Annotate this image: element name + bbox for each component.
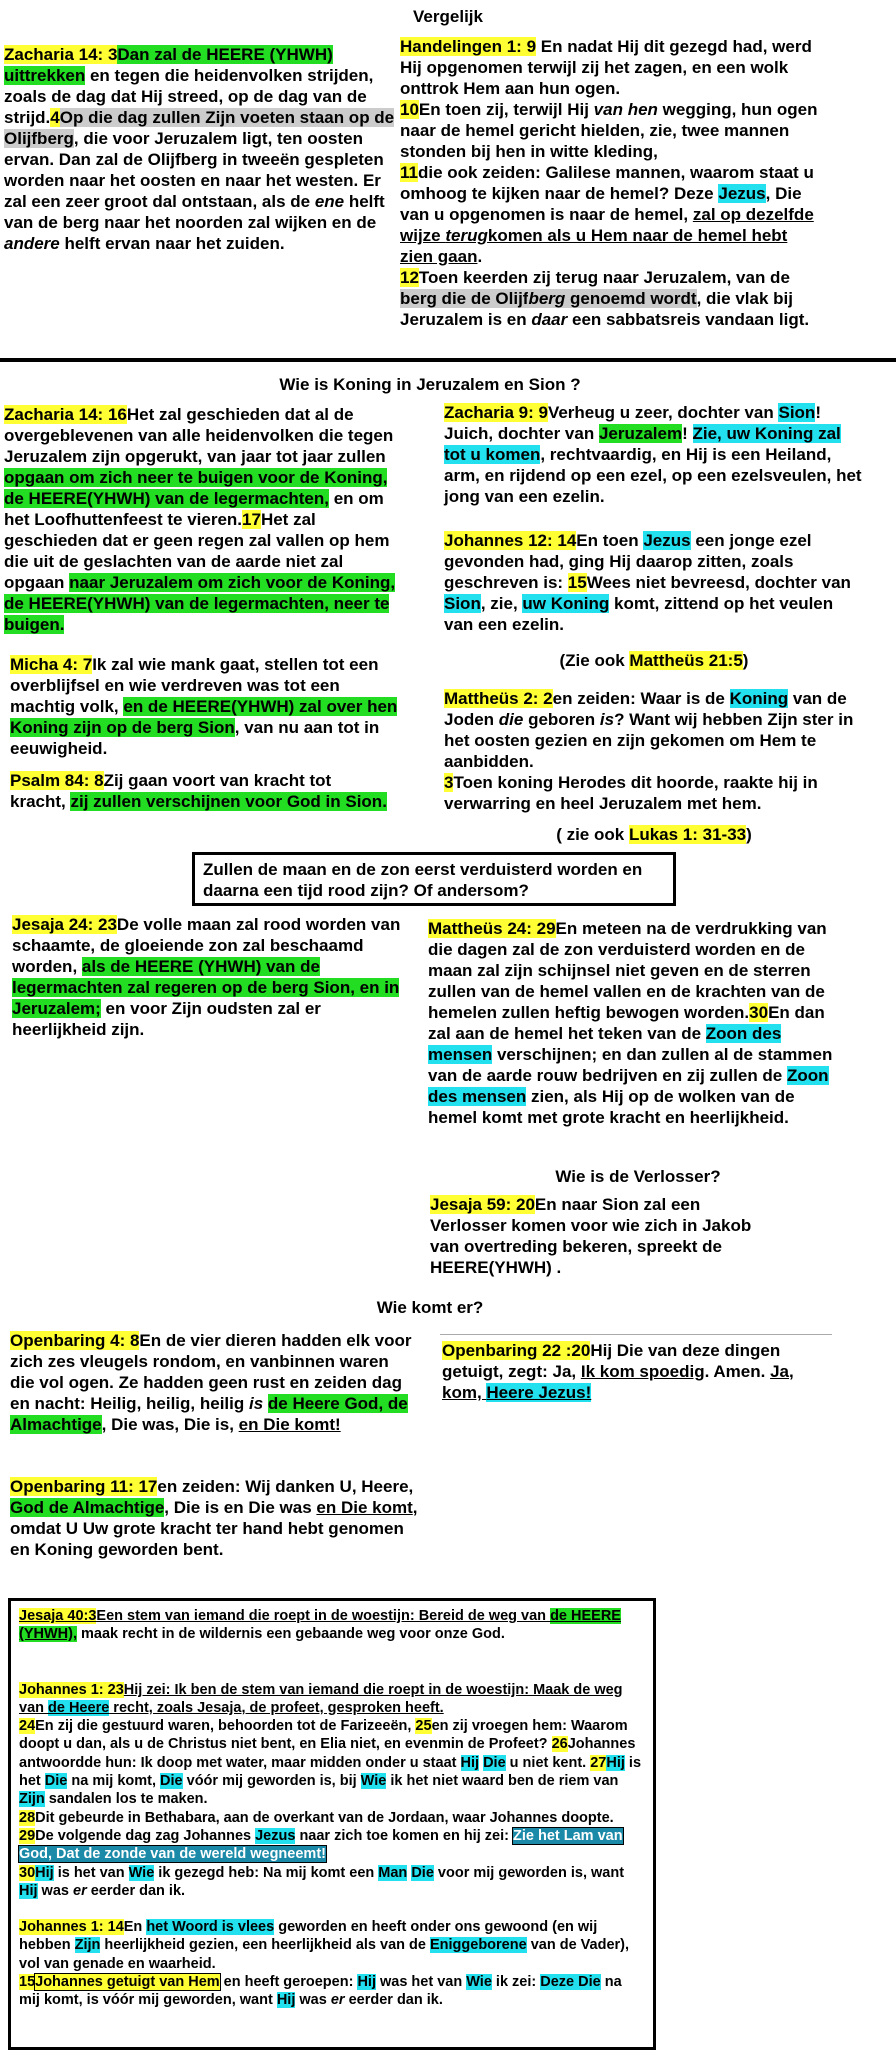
verse-ref: Zacharia 14: 3	[4, 45, 118, 64]
verse-ref: Psalm 84: 8	[10, 771, 104, 790]
verse-ref: Jesaja 59: 20	[430, 1195, 535, 1214]
verse-ref: Jesaja 40:3	[19, 1608, 97, 1624]
heading-koning: Wie is Koning in Jeruzalem en Sion ?	[279, 375, 581, 394]
mattheus-24-29: Mattheüs 24: 29En meteen na de verdrukking van die dagen zal de zon verduisterd worden en de maan zal zijn schijnsel niet geven en de sterren zullen van de hemel vallen en de krachten van de hemelen zullen heftig bewogen worden.30En dan zal aan de hemel het teken van de Zoon des mensen verschijnen; en dan zullen al de stammen van de aarde rouw bedrijven en zij zullen de Zoon des mensen zien, als Hij op de wolken van de hemel komt met grote kracht en heerlijkheid.	[428, 919, 833, 1127]
jesaja-24-23: Jesaja 24: 23De volle maan zal rood worden van schaamte, de gloeiende zon zal beschaamd worden, als de HEERE (YHWH) van de legermachten zal regeren op de berg Sion, en in Jeruzalem; en voor Zijn oudsten zal er heerlijkheid zijn.	[12, 915, 401, 1039]
zacharia-14-3: Zacharia 14: 3Dan zal de HEERE (YHWH) uittrekken en tegen die heidenvolken strijden, zoals de dag dat Hij streed, op de dag van de strijd.4Op die dag zullen Zijn voeten staan op de Olijfberg, die voor Jeruzalem ligt, ten oosten ervan. Dan zal de Olijfberg in tweeën gespleten worden naar het oosten en naar het westen. Er zal een zeer groot dal ontstaan, als de ene helft van de berg naar het noorden zal wijken en de andere helft ervan naar het zuiden.	[4, 45, 395, 253]
openbaring-22-20: Openbaring 22 :20Hij Die van deze dingen getuigt, zegt: Ja, Ik kom spoedig. Amen. Ja, kom, Heere Jezus!	[442, 1341, 794, 1402]
verse-ref: Johannes 1: 14	[19, 1919, 124, 1936]
zacharia-14-16: Zacharia 14: 16Het zal geschieden dat al de overgeblevenen van alle heidenvolken die tegen Jeruzalem zijn opgerukt, van jaar tot jaar zullen opgaan om zich neer te buigen voor de Koning, de HEERE(YHWH) van de legermachten, en om het Loofhuttenfeest te vieren.17Het zal geschieden dat er geen regen zal vallen op hem die uit de geslachten van de aarde niet zal opgaan naar Jeruzalem om zich voor de Koning, de HEERE(YHWH) van de legermachten, neer te buigen.	[4, 405, 396, 634]
verse-ref: Zacharia 9: 9	[444, 403, 548, 422]
verse-ref: Johannes 12: 14	[444, 531, 577, 550]
highlight: Dan zal de HEERE (YHWH) uittrekken	[4, 45, 333, 85]
heading-komt: Wie komt er?	[376, 1298, 484, 1317]
lamb-of-god-highlight: Zie het Lam van God, Dat de zonde van de wereld wegneemt!	[19, 1827, 623, 1863]
zie-ook-mattheus: (Zie ook Mattheüs 21:5)	[559, 651, 749, 670]
verse-ref: Johannes 1: 23	[19, 1681, 124, 1698]
verse-ref: Openbaring 11: 17	[10, 1477, 158, 1496]
jesaja-59-20: Jesaja 59: 20En naar Sion zal een Verlosser komen voor wie zich in Jakob van overtreding bekeren, spreekt de HEERE(YHWH) .	[430, 1195, 752, 1277]
heading-vergelijk: Vergelijk	[413, 7, 483, 26]
zacharia-9-9: Zacharia 9: 9Verheug u zeer, dochter van Sion! Juich, dochter van Jeruzalem! Zie, uw Koning zal tot u komen, rechtvaardig, en Hij is een Heiland, arm, en rijdend op een ezel, op een ezelsveulen, het jong van een ezelin.	[444, 403, 862, 506]
micha-4-7: Micha 4: 7Ik zal wie mank gaat, stellen tot een overblijfsel en wie verdreven was tot een machtig volk, en de HEERE(YHWH) zal over hen Koning zijn op de berg Sion, van nu aan tot in eeuwigheid.	[10, 655, 398, 758]
johannes-1-23: Johannes 1: 23Hij zei: Ik ben de stem van iemand die roept in de woestijn: Maak de weg van de Heere recht, zoals Jesaja, de profeet, gesproken heeft. 24En zij die gestuurd waren, behoorden tot de Farizeeën, 25en zij vroegen hem: Waarom doopt u dan, als u de Christus niet bent, en Elia niet, en evenmin de Profeet? 26Johannes antwoordde hun: Ik doop met water, maar midden onder u staat Hij Die u niet kent. 27Hij is het Die na mij komt, Die vóór mij geworden is, bij Wie ik het niet waard ben de riem van Zijn sandalen los te maken. 28Dit gebeurde in Bethabara, aan de overkant van de Jordaan, waar Johannes doopte. 29De volgende dag zag Johannes Jezus naar zich toe komen en hij zei: Zie het Lam van God, Dat de zonde van de wereld wegneemt! 30Hij is het van Wie ik gezegd heb: Na mij komt een Man Die voor mij geworden is, want Hij was er eerder dan ik.	[19, 1681, 642, 1899]
zie-ook-lukas: ( zie ook Lukas 1: 31-33)	[556, 825, 752, 844]
openbaring-4-8: Openbaring 4: 8En de vier dieren hadden elk voor zich zes vleugels rondom, en vanbinnen waren die vol ogen. Ze hadden geen rust en zeiden dag en nacht: Heilig, heilig, heilig is de Heere God, de Almachtige, Die was, Die is, en Die komt!	[10, 1331, 412, 1434]
verse-ref: Openbaring 4: 8	[10, 1331, 140, 1350]
johannes-1-14: Johannes 1: 14En het Woord is vlees geworden en heeft onder ons gewoond (en wij hebben Zijn heerlijkheid gezien, een heerlijkheid als van de Eniggeborene van de Vader), vol van genade en waarheid. 15Johannes getuigt van Hem en heeft geroepen: Hij was het van Wie ik zei: Deze Die na mij komt, is vóór mij geworden, want Hij was er eerder dan ik.	[19, 1919, 630, 2009]
handelingen-1-9: Handelingen 1: 9 En nadat Hij dit gezegd had, werd Hij opgenomen terwijl zij het zagen, en een wolk onttrok Hem aan hun ogen. 10En toen zij, terwijl Hij van hen wegging, hun ogen naar de hemel gericht hielden, zie, twee mannen stonden bij hen in witte kleding, 11die ook zeiden: Galilese mannen, waarom staat u omhoog te kijken naar de hemel? Deze Jezus, Die van u opgenomen is naar de hemel, zal op dezelfde wijze terugkomen als u Hem naar de hemel hebt zien gaan. 12Toen keerden zij terug naar Jeruzalem, van de berg die de Olijfberg genoemd wordt, die vlak bij Jeruzalem is en daar een sabbatsreis vandaan ligt.	[400, 37, 818, 329]
divider-line	[0, 358, 896, 362]
getuigt-highlight: Johannes getuigt van Hem	[35, 1974, 220, 1991]
johannes-12-14: Johannes 12: 14En toen Jezus een jonge ezel gevonden had, ging Hij daarop zitten, zoals geschreven is: 15Wees niet bevreesd, dochter van Sion, zie, uw Koning komt, zittend op het veulen van een ezelin.	[444, 531, 851, 634]
openbaring-11-17: Openbaring 11: 17en zeiden: Wij danken U, Heere, God de Almachtige, Die is en Die was en Die komt, omdat U Uw grote kracht ter hand hebt genomen en Koning geworden bent.	[10, 1477, 418, 1559]
rule-openbaring-22	[440, 1334, 832, 1335]
verse-ref: Jesaja 24: 23	[12, 915, 117, 934]
heading-verlosser: Wie is de Verlosser?	[555, 1167, 721, 1186]
psalm-84-8: Psalm 84: 8Zij gaan voort van kracht tot kracht, zij zullen verschijnen voor God in Sion.	[10, 771, 387, 811]
johannes-box	[8, 1598, 656, 2050]
highlight-grey: Op die dag zullen Zijn voeten staan op de Olijfberg	[4, 108, 395, 148]
mattheus-2-2: Mattheüs 2: 2en zeiden: Waar is de Koning van de Joden die geboren is? Want wij hebben Zijn ster in het oosten gezien en zijn gekomen om Hem te aanbidden. 3Toen koning Herodes dit hoorde, raakte hij in verwarring en heel Jeruzalem met hem.	[444, 689, 854, 813]
question-text: Zullen de maan en de zon eerst verduisterd worden en daarna een tijd rood zijn? Of andersom?	[203, 860, 643, 900]
question-box	[192, 852, 676, 906]
verse-ref: Mattheüs 2: 2	[444, 689, 553, 708]
verse-ref: Mattheüs 24: 29	[428, 919, 556, 938]
verse-ref: Zacharia 14: 16	[4, 405, 127, 424]
jesaja-40-3: Jesaja 40:3Een stem van iemand die roept in de woestijn: Bereid de weg van de HEERE (YHWH), maak recht in de wildernis een gebaande weg voor onze God.	[19, 1608, 621, 1643]
verse-ref: Handelingen 1: 9	[400, 37, 537, 56]
verse-ref: Openbaring 22 :20	[442, 1341, 591, 1360]
verse-ref: Micha 4: 7	[10, 655, 93, 674]
